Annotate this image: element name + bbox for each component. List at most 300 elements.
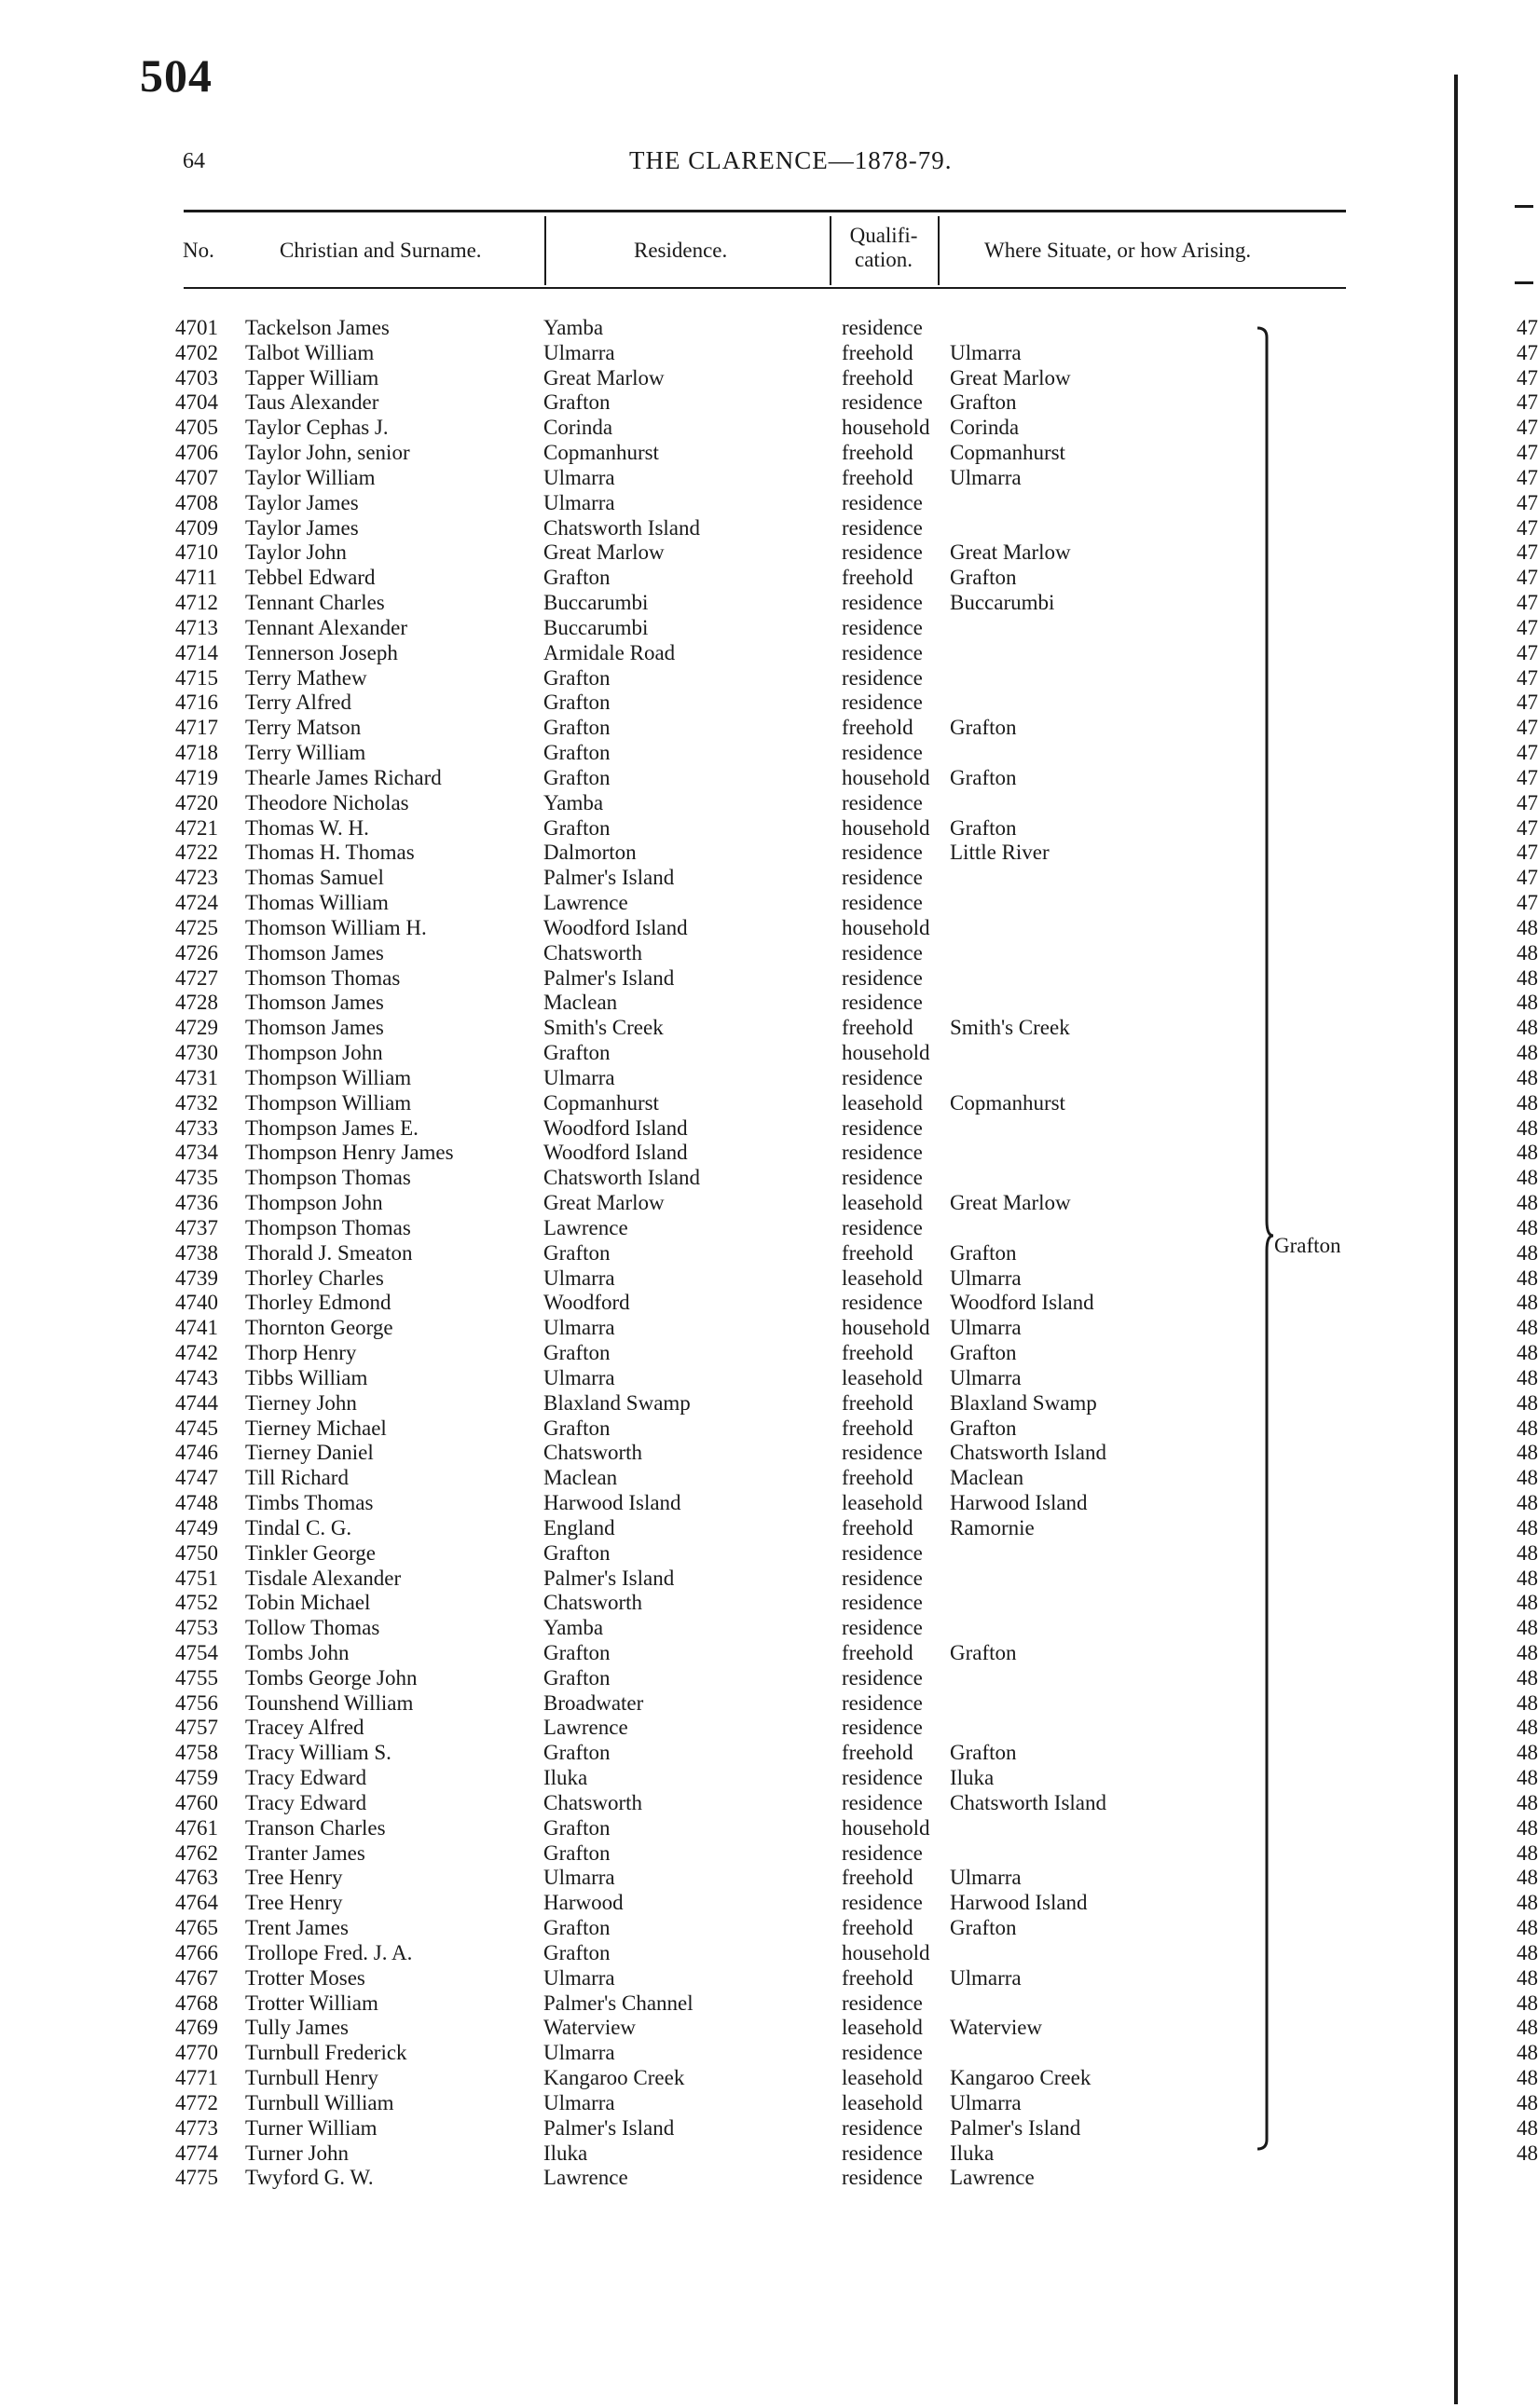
next-page-number: 48 — [1517, 1215, 1538, 1239]
elector-qualification: residence — [842, 1665, 923, 1690]
elector-number: 4759 — [175, 1766, 218, 1790]
elector-number: 4735 — [175, 1166, 218, 1190]
elector-residence: Palmer's Island — [543, 866, 675, 890]
elector-number: 4710 — [175, 540, 218, 565]
elector-number: 4719 — [175, 765, 218, 789]
elector-qualification: household — [842, 1815, 930, 1840]
elector-name: Tree Henry — [245, 1891, 343, 1915]
elector-qualification: household — [842, 1940, 930, 1964]
elector-where-situate: Lawrence — [950, 2166, 1035, 2190]
elector-name: Trollope Fred. J. A. — [245, 1940, 413, 1964]
next-page-number: 47 — [1517, 515, 1538, 540]
elector-name: Tackelson James — [245, 316, 390, 339]
next-page-number: 47 — [1517, 716, 1538, 740]
elector-where-situate: Ulmarra — [950, 2090, 1022, 2114]
elector-residence: Ulmarra — [543, 1266, 615, 1290]
elector-qualification: household — [842, 915, 930, 939]
elector-residence: Yamba — [543, 316, 604, 339]
elector-qualification: freehold — [842, 1240, 913, 1265]
elector-where-situate: Grafton — [950, 566, 1017, 590]
elector-number: 4767 — [175, 1965, 218, 1990]
elector-name: Tollow Thomas — [245, 1616, 380, 1640]
elector-number: 4720 — [175, 790, 218, 814]
elector-qualification: freehold — [842, 365, 913, 390]
elector-residence: Iluka — [543, 2141, 588, 2165]
elector-name: Tombs George John — [245, 1665, 418, 1690]
elector-number: 4750 — [175, 1540, 218, 1565]
elector-qualification: residence — [842, 591, 923, 615]
elector-number: 4769 — [175, 2016, 218, 2040]
elector-qualification: residence — [842, 615, 923, 639]
elector-name: Terry William — [245, 741, 366, 765]
elector-residence: Ulmarra — [543, 2041, 615, 2065]
header-name: Christian and Surname. — [280, 239, 482, 262]
elector-residence: Grafton — [543, 1840, 611, 1865]
elector-residence: Great Marlow — [543, 365, 665, 390]
page-gutter — [1454, 75, 1458, 2404]
next-page-number: 48 — [1517, 1365, 1538, 1389]
elector-where-situate: Harwood Island — [950, 1491, 1088, 1514]
elector-qualification: freehold — [842, 340, 913, 364]
next-page-number: 47 — [1517, 765, 1538, 789]
next-page-number: 47 — [1517, 490, 1538, 514]
elector-qualification: residence — [842, 1891, 923, 1915]
elector-where-situate: Great Marlow — [950, 365, 1071, 390]
elector-name: Taylor John — [245, 540, 347, 565]
elector-where-situate: Great Marlow — [950, 540, 1071, 565]
elector-number: 4756 — [175, 1690, 218, 1715]
header-where: Where Situate, or how Arising. — [984, 239, 1252, 262]
elector-name: Tully James — [245, 2016, 349, 2040]
elector-residence: Grafton — [543, 741, 611, 765]
elector-name: Thompson Thomas — [245, 1166, 411, 1190]
elector-number: 4737 — [175, 1215, 218, 1239]
elector-qualification: residence — [842, 1291, 923, 1315]
elector-number: 4711 — [175, 566, 218, 590]
next-page-number: 48 — [1517, 1916, 1538, 1940]
elector-number: 4705 — [175, 416, 218, 440]
elector-number: 4745 — [175, 1416, 218, 1440]
elector-name: Terry Matson — [245, 716, 362, 740]
elector-qualification: residence — [842, 1540, 923, 1565]
elector-where-situate: Palmer's Island — [950, 2115, 1081, 2140]
elector-where-situate: Chatsworth Island — [950, 1441, 1107, 1465]
elector-name: Tracy Edward — [245, 1790, 367, 1814]
elector-number: 4714 — [175, 640, 218, 664]
elector-number: 4754 — [175, 1640, 218, 1664]
elector-qualification: leasehold — [842, 1491, 923, 1514]
elector-name: Talbot William — [245, 340, 375, 364]
elector-residence: Chatsworth Island — [543, 515, 701, 540]
elector-qualification: residence — [842, 1616, 923, 1640]
next-page-number: 48 — [1517, 2141, 1538, 2165]
elector-qualification: residence — [842, 991, 923, 1015]
elector-residence: Dalmorton — [543, 841, 637, 865]
next-page-number: 48 — [1517, 1790, 1538, 1814]
elector-qualification: freehold — [842, 1916, 913, 1940]
next-page-number: 48 — [1517, 1716, 1538, 1740]
elector-where-situate: Grafton — [950, 716, 1017, 740]
elector-where-situate: Buccarumbi — [950, 591, 1055, 615]
elector-where-situate: Woodford Island — [950, 1291, 1094, 1315]
elector-qualification: residence — [842, 1441, 923, 1465]
next-page-number: 48 — [1517, 2090, 1538, 2114]
elector-name: Thompson William — [245, 1065, 412, 1089]
elector-qualification: residence — [842, 1115, 923, 1140]
elector-qualification: residence — [842, 1716, 923, 1740]
running-title: THE CLARENCE—1878-79. — [629, 146, 953, 174]
elector-number: 4726 — [175, 940, 218, 965]
elector-residence: Grafton — [543, 691, 611, 715]
elector-residence: Woodford Island — [543, 915, 688, 939]
page-number: 504 — [140, 49, 213, 102]
next-page-number: 48 — [1517, 1291, 1538, 1315]
elector-name: Twyford G. W. — [245, 2166, 374, 2190]
elector-residence: Lawrence — [543, 2166, 628, 2190]
next-page-number: 47 — [1517, 741, 1538, 765]
elector-name: Thompson Thomas — [245, 1215, 411, 1239]
brace-icon — [1256, 326, 1274, 2153]
elector-residence: Woodford Island — [543, 1115, 688, 1140]
elector-name: Tobin Michael — [245, 1591, 371, 1615]
elector-where-situate: Grafton — [950, 390, 1017, 415]
elector-residence: Maclean — [543, 1466, 618, 1490]
elector-number: 4732 — [175, 1090, 218, 1115]
elector-number: 4715 — [175, 665, 218, 690]
elector-name: Thomson William H. — [245, 915, 427, 939]
elector-residence: Waterview — [543, 2016, 637, 2040]
elector-name: Trotter Moses — [245, 1965, 365, 1990]
next-page-number: 47 — [1517, 640, 1538, 664]
elector-name: Tree Henry — [245, 1866, 343, 1890]
next-page-number: 48 — [1517, 2016, 1538, 2040]
next-page-number: 48 — [1517, 1416, 1538, 1440]
elector-number: 4746 — [175, 1441, 218, 1465]
elector-qualification: residence — [842, 1141, 923, 1165]
elector-residence: Ulmarra — [543, 1365, 615, 1389]
next-page-number: 47 — [1517, 891, 1538, 915]
elector-qualification: residence — [842, 1215, 923, 1239]
elector-name: Thompson William — [245, 1090, 412, 1115]
elector-number: 4718 — [175, 741, 218, 765]
next-page-number: 48 — [1517, 1566, 1538, 1590]
elector-residence: Ulmarra — [543, 465, 615, 489]
elector-residence: Broadwater — [543, 1690, 644, 1715]
elector-name: Thorley Edmond — [245, 1291, 391, 1315]
elector-name: Trent James — [245, 1916, 349, 1940]
column-separator — [830, 216, 831, 285]
elector-qualification: residence — [842, 965, 923, 990]
elector-number: 4743 — [175, 1365, 218, 1389]
elector-number: 4755 — [175, 1665, 218, 1690]
next-page-number: 48 — [1517, 1866, 1538, 1890]
elector-qualification: residence — [842, 1566, 923, 1590]
elector-where-situate: Ulmarra — [950, 1965, 1022, 1990]
elector-name: Tierney Daniel — [245, 1441, 374, 1465]
next-page-number: 48 — [1517, 1390, 1538, 1415]
next-page-number: 47 — [1517, 815, 1538, 840]
elector-qualification: residence — [842, 640, 923, 664]
next-page-number: 48 — [1517, 2115, 1538, 2140]
elector-name: Tennant Charles — [245, 591, 385, 615]
column-separator — [544, 216, 546, 285]
elector-qualification: residence — [842, 1591, 923, 1615]
elector-qualification: residence — [842, 2141, 923, 2165]
elector-qualification: residence — [842, 1991, 923, 2015]
elector-number: 4766 — [175, 1940, 218, 1964]
elector-qualification: household — [842, 1041, 930, 1065]
elector-residence: Grafton — [543, 1416, 611, 1440]
elector-qualification: residence — [842, 1065, 923, 1089]
elector-name: Terry Alfred — [245, 691, 351, 715]
next-page-number: 48 — [1517, 1766, 1538, 1790]
elector-number: 4753 — [175, 1616, 218, 1640]
next-page-number: 47 — [1517, 540, 1538, 565]
elector-number: 4729 — [175, 1016, 218, 1040]
next-page-number: 47 — [1517, 841, 1538, 865]
elector-where-situate: Ramornie — [950, 1515, 1035, 1539]
elector-name: Thomas H. Thomas — [245, 841, 415, 865]
elector-residence: Ulmarra — [543, 1866, 615, 1890]
elector-where-situate: Grafton — [950, 815, 1017, 840]
elector-name: Tinkler George — [245, 1540, 376, 1565]
elector-qualification: residence — [842, 1766, 923, 1790]
elector-residence: Woodford — [543, 1291, 630, 1315]
next-page-number: 47 — [1517, 566, 1538, 590]
elector-where-situate: Ulmarra — [950, 1365, 1022, 1389]
elector-where-situate: Ulmarra — [950, 1316, 1022, 1340]
elector-name: Thomson James — [245, 1016, 384, 1040]
elector-name: Tombs John — [245, 1640, 350, 1664]
elector-qualification: household — [842, 815, 930, 840]
elector-residence: Chatsworth — [543, 1441, 643, 1465]
elector-residence: Grafton — [543, 390, 611, 415]
elector-residence: Smith's Creek — [543, 1016, 664, 1040]
next-page-number: 48 — [1517, 1616, 1538, 1640]
elector-residence: Palmer's Channel — [543, 1991, 693, 2015]
elector-name: Thorley Charles — [245, 1266, 384, 1290]
elector-number: 4702 — [175, 340, 218, 364]
elector-where-situate: Grafton — [950, 1416, 1017, 1440]
elector-where-situate: Grafton — [950, 1916, 1017, 1940]
next-page-number: 48 — [1517, 1690, 1538, 1715]
next-page-number: 47 — [1517, 465, 1538, 489]
elector-qualification: residence — [842, 2115, 923, 2140]
elector-qualification: leasehold — [842, 1266, 923, 1290]
elector-qualification: residence — [842, 891, 923, 915]
next-page-number: 48 — [1517, 1491, 1538, 1514]
elector-residence: Kangaroo Creek — [543, 2066, 685, 2090]
elector-number: 4764 — [175, 1891, 218, 1915]
next-page-number: 47 — [1517, 591, 1538, 615]
elector-where-situate: Kangaroo Creek — [950, 2066, 1092, 2090]
next-page-number: 48 — [1517, 1090, 1538, 1115]
elector-name: Tierney John — [245, 1390, 357, 1415]
elector-qualification: freehold — [842, 566, 913, 590]
header-residence: Residence. — [634, 239, 728, 262]
elector-residence: England — [543, 1515, 615, 1539]
next-page-number: 48 — [1517, 1341, 1538, 1365]
elector-residence: Buccarumbi — [543, 591, 649, 615]
elector-number: 4765 — [175, 1916, 218, 1940]
elector-name: Turnbull Frederick — [245, 2041, 407, 2065]
elector-qualification: residence — [842, 2041, 923, 2065]
elector-number: 4716 — [175, 691, 218, 715]
elector-number: 4761 — [175, 1815, 218, 1840]
elector-residence: Grafton — [543, 765, 611, 789]
elector-qualification: residence — [842, 940, 923, 965]
elector-name: Tindal C. G. — [245, 1515, 352, 1539]
next-page-number: 48 — [1517, 2041, 1538, 2065]
elector-name: Tennerson Joseph — [245, 640, 398, 664]
elector-number: 4701 — [175, 316, 218, 339]
elector-qualification: freehold — [842, 1515, 913, 1539]
elector-number: 4724 — [175, 891, 218, 915]
elector-where-situate: Chatsworth Island — [950, 1790, 1107, 1814]
elector-number: 4772 — [175, 2090, 218, 2114]
next-page-number: 48 — [1517, 1591, 1538, 1615]
elector-where-situate: Grafton — [950, 1240, 1017, 1265]
elector-qualification: residence — [842, 515, 923, 540]
next-page-number: 48 — [1517, 2066, 1538, 2090]
elector-name: Thorald J. Smeaton — [245, 1240, 413, 1265]
elector-qualification: residence — [842, 490, 923, 514]
elector-number: 4748 — [175, 1491, 218, 1514]
elector-qualification: freehold — [842, 1640, 913, 1664]
elector-number: 4736 — [175, 1191, 218, 1215]
next-page-number: 48 — [1517, 1741, 1538, 1765]
elector-number: 4740 — [175, 1291, 218, 1315]
elector-qualification: residence — [842, 316, 923, 339]
elector-name: Thompson John — [245, 1191, 383, 1215]
elector-qualification: residence — [842, 1166, 923, 1190]
elector-residence: Blaxland Swamp — [543, 1390, 691, 1415]
elector-number: 4744 — [175, 1390, 218, 1415]
elector-where-situate: Corinda — [950, 416, 1020, 440]
elector-residence: Lawrence — [543, 1215, 628, 1239]
elector-qualification: residence — [842, 866, 923, 890]
next-page-number: 48 — [1517, 1640, 1538, 1664]
elector-qualification: household — [842, 1316, 930, 1340]
elector-residence: Chatsworth Island — [543, 1166, 701, 1190]
elector-qualification: leasehold — [842, 2016, 923, 2040]
elector-qualification: residence — [842, 540, 923, 565]
elector-number: 4762 — [175, 1840, 218, 1865]
elector-where-situate: Grafton — [950, 1640, 1017, 1664]
elector-residence: Buccarumbi — [543, 615, 649, 639]
elector-name: Tibbs William — [245, 1365, 368, 1389]
elector-qualification: leasehold — [842, 1090, 923, 1115]
next-page-number: 47 — [1517, 416, 1538, 440]
elector-where-situate: Little River — [950, 841, 1050, 865]
elector-name: Thomas Samuel — [245, 866, 384, 890]
elector-number: 4723 — [175, 866, 218, 890]
elector-number: 4709 — [175, 515, 218, 540]
elector-where-situate: Blaxland Swamp — [950, 1390, 1097, 1415]
elector-name: Thomson James — [245, 991, 384, 1015]
elector-residence: Grafton — [543, 716, 611, 740]
elector-number: 4774 — [175, 2141, 218, 2165]
next-page-number: 47 — [1517, 365, 1538, 390]
elector-qualification: residence — [842, 841, 923, 865]
elector-name: Timbs Thomas — [245, 1491, 374, 1514]
elector-where-situate: Copmanhurst — [950, 1090, 1065, 1115]
elector-name: Thornton George — [245, 1316, 393, 1340]
elector-residence: Harwood Island — [543, 1491, 681, 1514]
elector-number: 4731 — [175, 1065, 218, 1089]
elector-where-situate: Iluka — [950, 2141, 995, 2165]
elector-residence: Grafton — [543, 1741, 611, 1765]
elector-name: Thompson Henry James — [245, 1141, 454, 1165]
elector-qualification: residence — [842, 691, 923, 715]
elector-number: 4770 — [175, 2041, 218, 2065]
elector-number: 4749 — [175, 1515, 218, 1539]
elector-number: 4722 — [175, 841, 218, 865]
elector-number: 4739 — [175, 1266, 218, 1290]
next-page-number: 47 — [1517, 691, 1538, 715]
next-page-number: 48 — [1517, 1991, 1538, 2015]
header-qualification: Qualifi- cation. — [849, 224, 918, 271]
elector-where-situate: Ulmarra — [950, 1266, 1022, 1290]
elector-where-situate: Copmanhurst — [950, 441, 1065, 465]
elector-number: 4706 — [175, 441, 218, 465]
elector-residence: Great Marlow — [543, 540, 665, 565]
elector-name: Thomson Thomas — [245, 965, 401, 990]
elector-name: Till Richard — [245, 1466, 349, 1490]
next-page-number: 48 — [1517, 1441, 1538, 1465]
elector-residence: Grafton — [543, 566, 611, 590]
column-separator — [938, 216, 940, 285]
elector-name: Turner William — [245, 2115, 378, 2140]
elector-name: Tracey Alfred — [245, 1716, 364, 1740]
next-page-number: 48 — [1517, 1665, 1538, 1690]
elector-qualification: residence — [842, 1790, 923, 1814]
elector-name: Tapper William — [245, 365, 379, 390]
elector-number: 4707 — [175, 465, 218, 489]
elector-qualification: freehold — [842, 1965, 913, 1990]
elector-residence: Grafton — [543, 1940, 611, 1964]
next-page-number: 48 — [1517, 1016, 1538, 1040]
elector-residence: Grafton — [543, 1916, 611, 1940]
elector-name: Turnbull Henry — [245, 2066, 378, 2090]
next-page-number: 48 — [1517, 1191, 1538, 1215]
elector-number: 4738 — [175, 1240, 218, 1265]
elector-residence: Ulmarra — [543, 490, 615, 514]
elector-residence: Corinda — [543, 416, 613, 440]
elector-qualification: freehold — [842, 1341, 913, 1365]
next-page-number: 48 — [1517, 1041, 1538, 1065]
elector-number: 4760 — [175, 1790, 218, 1814]
elector-number: 4771 — [175, 2066, 218, 2090]
next-page-number: 48 — [1517, 1166, 1538, 1190]
next-page-number: 48 — [1517, 1891, 1538, 1915]
elector-residence: Grafton — [543, 815, 611, 840]
elector-number: 4730 — [175, 1041, 218, 1065]
elector-name: Thomson James — [245, 940, 384, 965]
elector-residence: Harwood — [543, 1891, 624, 1915]
elector-where-situate: Iluka — [950, 1766, 995, 1790]
elector-residence: Yamba — [543, 790, 604, 814]
elector-number: 4713 — [175, 615, 218, 639]
elector-name: Tounshend William — [245, 1690, 414, 1715]
elector-name: Tracy Edward — [245, 1766, 367, 1790]
elector-residence: Iluka — [543, 1766, 588, 1790]
elector-where-situate: Harwood Island — [950, 1891, 1088, 1915]
elector-residence: Grafton — [543, 1041, 611, 1065]
elector-residence: Ulmarra — [543, 1065, 615, 1089]
elector-name: Thompson James E. — [245, 1115, 419, 1140]
header-bottom-rule — [184, 287, 1346, 289]
